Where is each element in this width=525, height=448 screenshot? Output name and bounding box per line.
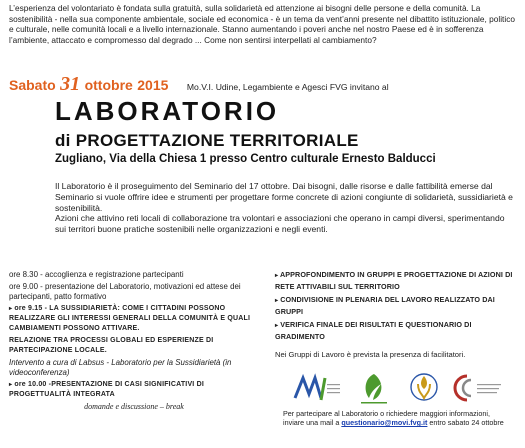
program-item-verifica-text: VERIFICA FINALE DEI RISULTATI E QUESTIONARIO DI GRADIMENTO: [275, 320, 472, 341]
legambiente-logo-icon: [357, 370, 391, 406]
program-item-plenaria-text: CONDIVISIONE IN PLENARIA DEL LAVORO REALIZZATO DAI GRUPPI: [275, 295, 495, 316]
program-item-gruppi-text: APPROFONDIMENTO IN GRUPPI E PROGETTAZIONE DI AZIONI DI RETE ATTIVABILI SUL TERRITORIO: [275, 270, 513, 291]
program-item-labsus: Intervento a cura di Labsus - Laboratorio per la Sussidiarietà (in videoconferenza): [9, 358, 232, 377]
agesci-logo-icon: [409, 370, 439, 406]
arrow-bullet-icon: ▸: [275, 298, 279, 305]
contact-line-2: [283, 418, 523, 427]
program-item-presentazione: ore 9.00 - presentazione del Laboratorio, motivazioni ed attese dei partecipanti, patto formativo: [9, 282, 241, 301]
description-paragraph-1: Il Laboratorio è il proseguimento del Seminario del 17 ottobre. Dai bisogni, dalle risorse e dalle fattibilità emerse dal Seminario si vuole offrire idee e strumenti per progettare forme concrete di azioni congiunte di solidarietà, sussidiarietà e sostenibilità.: [55, 181, 513, 213]
page-title: LABORATORIO: [55, 96, 280, 126]
arrow-bullet-icon: ▸: [275, 273, 279, 279]
date-number: 31: [60, 73, 81, 95]
afternoon-program: [275, 270, 520, 359]
arrow-bullet-icon: ▸: [275, 323, 279, 330]
movi-logo-icon: [291, 370, 341, 406]
event-location: Zugliano, Via della Chiesa 1 presso Centro culturale Ernesto Balducci: [55, 153, 436, 165]
program-item-accoglienza: ore 8.30 - accoglienza e registrazione partecipanti: [9, 270, 184, 279]
program-item-break: domande e discussione – break: [84, 402, 184, 411]
program-item-plenaria: [275, 295, 520, 316]
date-month: ottobre: [84, 77, 133, 93]
contact-line-1: Per partecipare al Laboratorio o richiedere maggiori informazioni,: [283, 409, 490, 418]
sponsor-logos: [283, 370, 523, 406]
contact-deadline: entro sabato 24 ottobre: [427, 418, 504, 428]
invite-text: Mo.V.I. Udine, Legambiente e Agesci FVG invitano al: [186, 82, 389, 92]
contact-email-link[interactable]: questionario@movi.fvg.it: [341, 418, 428, 428]
description: [55, 181, 517, 235]
facilitator-note: Nei Gruppi di Lavoro è prevista la presenza di facilitatori.: [275, 349, 466, 359]
event-date-line: [9, 73, 519, 95]
page-subtitle: di PROGETTAZIONE TERRITORIALE: [55, 131, 359, 150]
intro-paragraph: L’esperienza del volontariato è fondata sulla gratuità, sulla solidarietà ed attenzione ai bisogni delle persone e della comunità. La sostenibilità - nella sua componente ambientale, sociale ed economica - è un tema da vent’anni presente nel dibattito istituzionale, politico e culturale, nelle comunità locali e a livello internazionale. Stanno aumentando i poveri anche nel nostro Paese ed è in sofferenza l’ambiente, attaccato e compromesso dal degrado ... Come non sentirsi interpellati al cambiamento?: [9, 3, 515, 45]
csv-logo-icon: [451, 370, 503, 406]
contact-prefix: inviare una mail a: [283, 418, 342, 428]
program-schedule: [9, 270, 259, 414]
program-item-sussidiarieta: [9, 304, 259, 334]
arrow-bullet-icon: ▸: [9, 382, 13, 388]
program-item-verifica: [275, 320, 520, 341]
date-day: Sabato: [9, 77, 56, 93]
program-item-casi: [9, 380, 259, 400]
program-item-gruppi: [275, 270, 520, 291]
description-paragraph-2: Azioni che attivino reti locali di collaborazione tra volontari e associazioni che operano in campi diversi, sperimentando sui territori buone pratiche sostenibili nelle organizzazioni e negli eventi.: [55, 213, 505, 235]
date-year: 2015: [137, 77, 169, 93]
contact-info: [283, 409, 523, 428]
arrow-bullet-icon: ▸: [9, 306, 13, 312]
program-item-sussidiarieta-text: ore 9.15 - LA SUSSIDIARIETÀ: COME I CITTADINI POSSONO REALIZZARE GLI INTERESSI GENERALI DELLA COMUNITÀ E QUALI CAMBIAMENTI POSSONO ATTIVARE.: [9, 305, 251, 332]
program-item-relazione: RELAZIONE TRA PROCESSI GLOBALI ED ESPERIENZE DI PARTECIPAZIONE LOCALE.: [9, 337, 214, 354]
program-item-casi-text: ore 10.00 -PRESENTAZIONE DI CASI SIGNIFICATIVI DI PROGETTUALITÀ INTEGRATA: [9, 381, 205, 398]
